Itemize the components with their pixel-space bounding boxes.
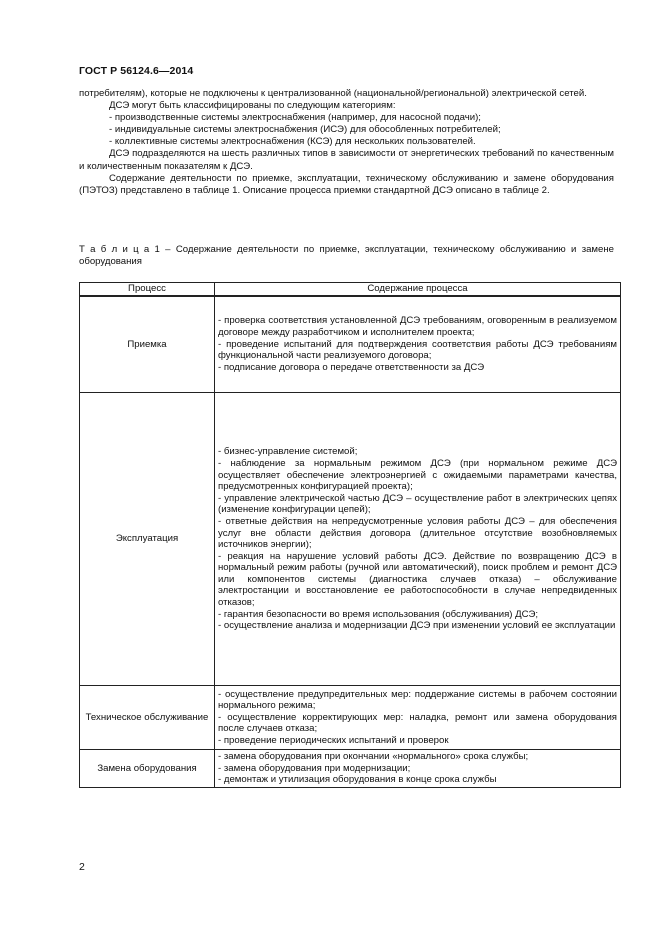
document-header: ГОСТ Р 56124.6—2014 xyxy=(79,65,194,77)
content-item: - проверка соответствия установленной ДСЭ требованиям, оговоренным в реализуемом договоре между разработчиком и исполнителем проекта; xyxy=(218,315,617,338)
content-item: - осуществление анализа и модернизации ДСЭ при изменении условий ее эксплуатации xyxy=(218,620,616,632)
content-item: - наблюдение за нормальным режимом ДСЭ (при нормальном режиме ДСЭ осуществляет обеспечение электроэнергией с ожидаемыми параметрами качества, предусмотренных конфигурацией проекта); xyxy=(218,457,617,493)
content-item: - бизнес-управление системой; xyxy=(218,446,358,458)
content-item: - управление электрической частью ДСЭ – осуществление работ в электрических цепях (изменение конфигурации цепей); xyxy=(218,492,617,516)
content-item: - подписание договора о передаче ответственности за ДСЭ xyxy=(218,361,485,373)
table-row xyxy=(80,686,621,750)
body-text xyxy=(79,88,614,197)
content-cell xyxy=(215,393,621,686)
page-number: 2 xyxy=(79,861,85,873)
table-header-row xyxy=(80,283,621,296)
content-item: - осуществление предупредительных мер: поддержание системы в рабочем состоянии нормального режима; xyxy=(218,688,617,712)
content-item: - замена оборудования при модернизации; xyxy=(218,762,411,774)
content-item: - реакция на нарушение условий работы ДСЭ. Действие по возвращению ДСЭ в нормальный режим работы (ручной или автоматический), поиск проблем и ремонт ДСЭ или компонентов системы (диагностика случаев отказа) – обслуживание электростанции и восстановление ее работоспособности в случае непредвиденных отказов; xyxy=(218,550,617,609)
list-item: - индивидуальные системы электроснабжения (ИСЭ) для обособленных потребителей; xyxy=(109,124,501,136)
process-cell: Приемка xyxy=(80,296,215,393)
content-item: - проведение периодических испытаний и проверок xyxy=(218,734,449,746)
content-item: - демонтаж и утилизация оборудования в конце срока службы xyxy=(218,774,497,786)
process-cell: Эксплуатация xyxy=(80,393,215,686)
content-item: - ответные действия на непредусмотренные условия работы ДСЭ – для обеспечения услуг вне области действия договора (длительное отсутствие возобновляемых источников энергии); xyxy=(218,515,617,551)
process-cell: Замена оборудования xyxy=(80,750,215,788)
paragraph: ДСЭ подразделяются на шесть различных типов в зависимости от энергетических требований по качественным и количественным показателям к ДСЭ. xyxy=(79,148,614,172)
paragraph: ДСЭ могут быть классифицированы по следующим категориям: xyxy=(109,100,396,112)
content-item: - замена оборудования при окончании «нормального» срока службы; xyxy=(218,751,529,763)
table-row xyxy=(80,393,621,686)
process-cell: Техническое обслуживание xyxy=(80,686,215,750)
table-caption: Т а б л и ц а 1 – Содержание деятельности по приемке, эксплуатации, техническому обслуживанию и замене оборудования xyxy=(79,244,614,267)
table-row xyxy=(80,750,621,788)
content-cell xyxy=(215,296,621,393)
column-header-process: Процесс xyxy=(80,283,215,296)
content-cell xyxy=(215,686,621,750)
content-item: - проведение испытаний для подтверждения соответствия работы ДСЭ требованиям функциональной части реализуемого договора; xyxy=(218,338,617,362)
content-item: - гарантия безопасности во время использования (обслуживания) ДСЭ; xyxy=(218,608,539,620)
content-item: - осуществление корректирующих мер: наладка, ремонт или замена оборудования после случаев отказа; xyxy=(218,711,617,735)
table-row xyxy=(80,296,621,393)
column-header-content: Содержание процесса xyxy=(215,283,621,296)
process-table xyxy=(79,282,621,788)
list-item: - производственные системы электроснабжения (например, для насосной подачи); xyxy=(109,112,481,124)
content-cell xyxy=(215,750,621,788)
paragraph: Содержание деятельности по приемке, эксплуатации, техническому обслуживанию и замене оборудования (ПЭТОЗ) представлено в таблице 1. Описание процесса приемки стандартной ДСЭ описано в таблице 2. xyxy=(79,172,614,196)
paragraph: потребителям), которые не подключены к централизованной (национальной/региональной) электрической сетей. xyxy=(79,88,587,99)
list-item: - коллективные системы электроснабжения (КСЭ) для нескольких пользователей. xyxy=(109,136,476,148)
